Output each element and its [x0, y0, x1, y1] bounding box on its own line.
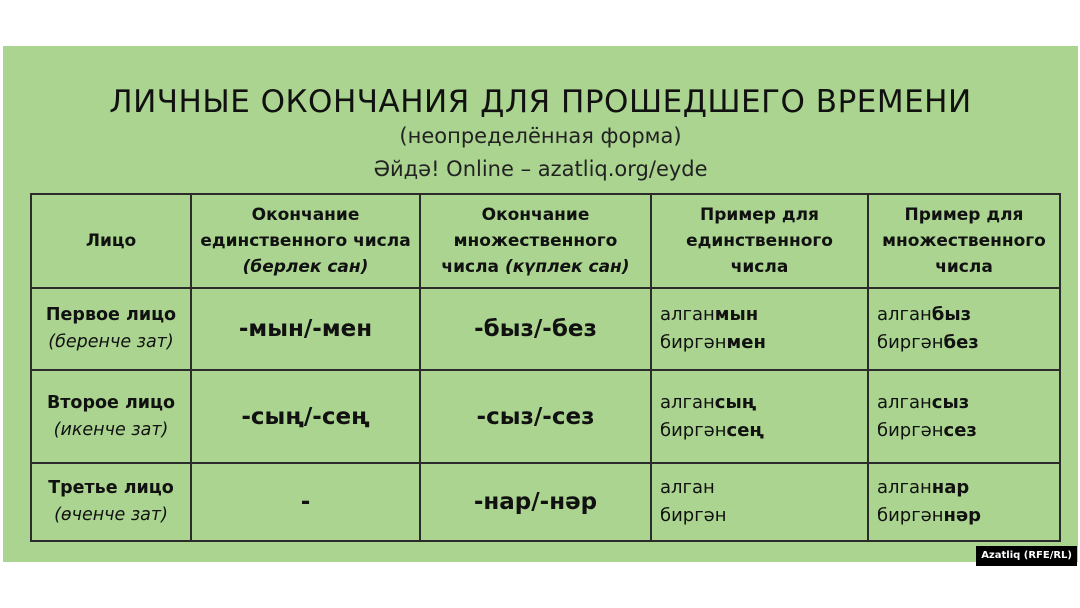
ending-plural-cell: -нар/-нәр	[420, 463, 651, 541]
example-word: алгансыз	[877, 391, 970, 413]
header-ending-singular	[191, 194, 420, 288]
example-singular-cell	[651, 370, 868, 463]
ending-plural-cell: -быз/-без	[420, 288, 651, 370]
example-word: алгансың	[660, 391, 757, 413]
header-ending-plural	[420, 194, 651, 288]
header-ending-plural-tt: (күплек сан)	[504, 257, 630, 277]
header-row	[31, 194, 1060, 288]
ending-singular-cell: -	[191, 463, 420, 541]
person-cell	[31, 463, 191, 541]
table-row	[31, 370, 1060, 463]
person-label: Первое лицо	[45, 305, 177, 325]
example-word: биргән	[660, 505, 727, 526]
person-cell	[31, 288, 191, 370]
page-title: ЛИЧНЫЕ ОКОНЧАНИЯ ДЛЯ ПРОШЕДШЕГО ВРЕМЕНИ	[109, 84, 972, 120]
table-row	[31, 288, 1060, 370]
person-label: Второе лицо	[46, 392, 176, 413]
example-word: биргәнсең	[660, 419, 764, 441]
header-example-plural: Пример для множественного числа	[868, 194, 1060, 288]
example-word: алганнар	[877, 477, 970, 498]
endings-table	[30, 193, 1061, 542]
example-word: алган	[660, 477, 715, 498]
ending-plural-cell: -сыз/-сез	[420, 370, 651, 463]
example-word: биргәннәр	[877, 505, 982, 526]
example-plural-cell	[868, 370, 1060, 463]
ending-singular-cell: -мын/-мен	[191, 288, 420, 370]
example-word: биргәнбез	[877, 332, 979, 353]
example-singular-cell	[651, 288, 868, 370]
example-word: алганбыз	[877, 304, 972, 325]
header-ending-singular-tt: (берлек сан)	[242, 257, 369, 277]
header-example-singular: Пример для единственного числа	[651, 194, 868, 288]
example-singular-cell	[651, 463, 868, 541]
header-ending-plural-label: Окончание множественного числа	[441, 205, 618, 277]
header-ending-singular-label: Окончание единственного числа	[200, 205, 411, 251]
content-panel	[3, 46, 1078, 562]
person-label-tt: (өченче зат)	[54, 505, 168, 525]
header-person: Лицо	[31, 194, 191, 288]
example-plural-cell	[868, 463, 1060, 541]
person-label-tt: (беренче зат)	[48, 332, 174, 352]
example-word: биргәнсез	[877, 419, 977, 441]
photo-credit: Azatliq (RFE/RL)	[976, 546, 1077, 566]
person-cell	[31, 370, 191, 463]
ending-singular-cell: -сың/-сең	[191, 370, 420, 463]
example-plural-cell	[868, 288, 1060, 370]
table-row	[31, 463, 1060, 541]
person-label: Третье лицо	[48, 478, 174, 498]
person-label-tt: (икенче зат)	[53, 419, 169, 440]
example-word: алганмын	[660, 304, 759, 325]
example-word: биргәнмен	[660, 332, 766, 353]
subtitle: (неопределённая форма)	[399, 124, 682, 148]
source-line: Әйдә! Online – azatliq.org/eyde	[373, 157, 708, 181]
